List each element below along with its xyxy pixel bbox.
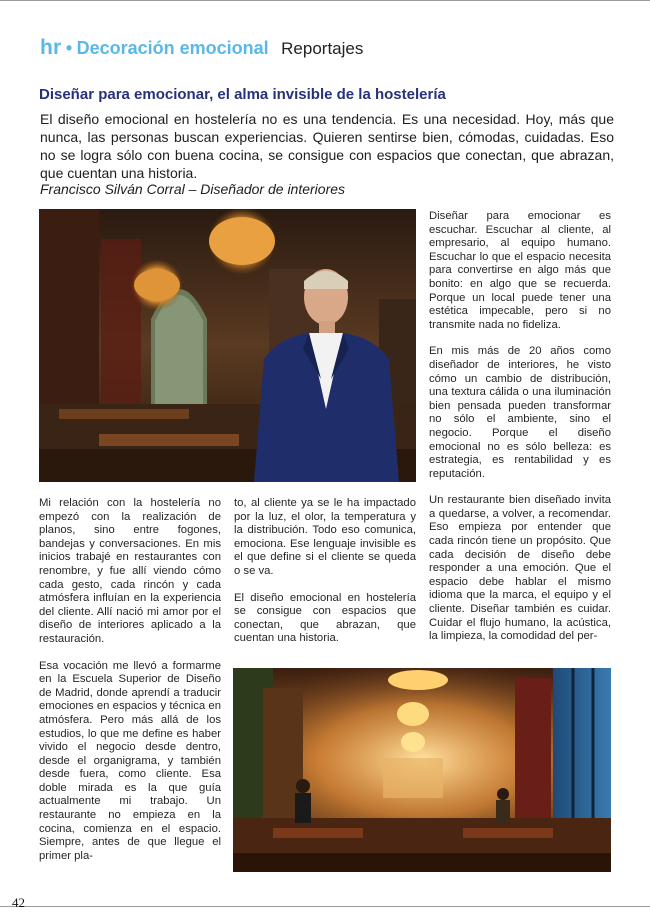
magazine-logo: hr [40, 36, 62, 59]
paragraph: to, al cliente ya se le ha impactado por la luz, el olor, la temperatura y la distribución. Todo eso comunica, emociona. Ese lenguaje invisible es el que define si el cliente se queda o se va. [234, 497, 416, 577]
article-column-left [39, 497, 221, 876]
article-title: Diseñar para emocionar, el alma invisible de la hostelería [39, 86, 446, 103]
paragraph: El diseño emocional en hostelería se consigue con espacios que conectan, que abrazan, que cuentan una historia. [234, 591, 416, 645]
paragraph: Mi relación con la hostelería no empezó con la realización de planos, sino entre fogones, bandejas y conversaciones. En mis inicios trabajé en restaurantes con renombre, y fue allí viendo cómo cada gesto, cada rincón y cada atmósfera influían en la experiencia del cliente. Allí nació mi amor por el diseño de interiores aplicado a la restauración. [39, 497, 221, 645]
restaurant-interior-photo [233, 668, 611, 872]
page-header [40, 36, 363, 60]
article-column-middle [234, 497, 416, 659]
paragraph: Diseñar para emocionar es escuchar. Escuchar al cliente, al empresario, al equipo humano. Escuchar lo que el espacio necesita para convertirse en algo más que bonito: en algo que se recuerda. Porque un local puede tener una estética impecable, pero si no transmite nada no fideliza. [429, 210, 611, 331]
article-lead: El diseño emocional en hostelería no es una tendencia. Es una necesidad. Hoy, más que nunca, las personas buscan experiencias. Quieren sentirse bien, cómodas, cuidadas. Eso no se logra sólo con buena cocina, se consigue con espacios que conectan, que abrazan, que cuentan una historia. [40, 111, 614, 181]
section-name: Decoración emocional [76, 38, 269, 58]
section-tag: Reportajes [281, 39, 364, 58]
paragraph: Un restaurante bien diseñado invita a quedarse, a volver, a recomendar. Eso empieza por entender que cada rincón tiene un propósito. Que cada decisión de diseño debe responder a una emoción. Que el espacio debe hablar el mismo idioma que la marca, el equipo y el cliente. Diseñar también es cuidar. Cuidar el flujo humano, la acústica, la limpieza, la comodidad del per- [429, 494, 611, 643]
designer-portrait-photo [39, 209, 416, 482]
top-rule [0, 0, 650, 1]
paragraph: En mis más de 20 años como diseñador de interiores, he visto cómo un cambio de distribución, una textura cálida o una iluminación bien pensada pueden transformar no sólo el ambiente, sino el negocio. Porque el diseño emocional no es sólo belleza: es estrategia, es rentabilidad y es reputación. [429, 345, 611, 480]
header-bullet: • [65, 38, 73, 58]
bottom-rule [0, 906, 650, 907]
paragraph: Esa vocación me llevó a formarme en la Escuela Superior de Diseño de Madrid, donde aprendí a traducir emociones en espacios y técnica en atmósfera. Pero más allá de los estudios, lo que me define es haber vivido el negocio desde dentro, desde el organigrama, y también desde fuera, como cliente. Esa doble mirada es la que guía actualmente mi trabajo. Un restaurante no empieza en la cocina, comienza en el espacio. Siempre, antes de que llegue el primer pla- [39, 659, 221, 862]
page-number: 42 [12, 895, 25, 910]
article-column-right [429, 210, 611, 657]
article-byline: Francisco Silván Corral – Diseñador de interiores [40, 181, 346, 197]
